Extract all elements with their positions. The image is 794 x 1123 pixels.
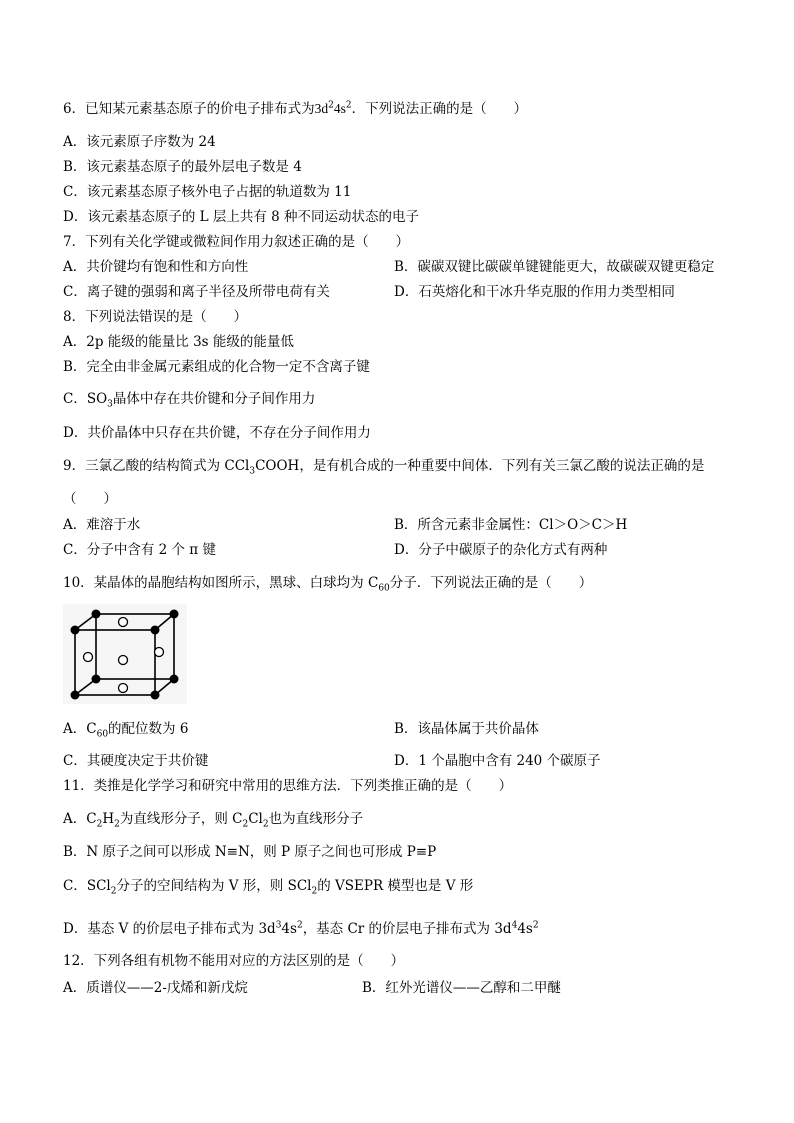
q9-option-b: B．所含元素非金属性：Cl＞O＞C＞H xyxy=(394,517,628,533)
q10-option-b: B．该晶体属于共价晶体 xyxy=(394,721,539,737)
q7-option-a: A．共价键均有饱和性和方向性 xyxy=(63,259,249,275)
q10-stem: 10．某晶体的晶胞结构如图所示，黑球、白球均为 $C_{60}$分子．下列说法正确的是（ ） xyxy=(63,575,593,594)
q6-option-b: B．该元素基态原子的最外层电子数是 4 xyxy=(63,159,302,175)
q7-option-d: D．石英熔化和干冰升华克服的作用力类型相同 xyxy=(394,284,675,300)
q10-option-d: D．1 个晶胞中含有 240 个碳原子 xyxy=(394,753,601,769)
q11-option-a: A．$C_2H_2$为直线形分子，则 $C_2Cl_2$也为直线形分子 xyxy=(63,811,364,830)
q10-option-c: C．其硬度决定于共价键 xyxy=(63,753,209,769)
q8-option-b: B．完全由非金属元素组成的化合物一定不含离子键 xyxy=(63,359,370,375)
q9-stem-cont: （ ） xyxy=(63,491,117,507)
q6-option-a: A．该元素原子序数为 24 xyxy=(63,134,216,150)
q11-stem: 11．类推是化学学习和研究中常用的思维方法．下列类推正确的是（ ） xyxy=(63,778,513,794)
q8-option-c: C．$SO_3$晶体中存在共价键和分子间作用力 xyxy=(63,391,316,410)
q11-option-b: B．N 原子之间可以形成 N≡N，则 P 原子之间也可形成 P≡P xyxy=(63,844,437,860)
q9-stem: 9．三氯乙酸的结构简式为 CCl$_3$COOH，是有机合成的一种重要中间体．下列有关三氯乙酸的说法正确的是 xyxy=(63,458,705,477)
q6-stem: 6．已知某元素基态原子的价电子排布式为$3d^24s^2$．下列说法正确的是（ ） xyxy=(63,100,528,117)
q9-option-d: D．分子中碳原子的杂化方式有两种 xyxy=(394,542,608,558)
q10-option-a: A．$C_{60}$的配位数为 6 xyxy=(63,721,189,740)
unit-cell-figure xyxy=(63,604,187,704)
q9-option-a: A．难溶于水 xyxy=(63,517,141,533)
q12-option-a: A．质谱仪——2-戊烯和新戊烷 xyxy=(63,980,248,996)
q11-option-d: D．基态 V 的价层电子排布式为 $3d^34s^2$，基态 Cr 的价层电子排布式为 $3d^44s^2$ xyxy=(63,920,539,937)
q6-option-d: D．该元素基态原子的 L 层上共有 8 种不同运动状态的电子 xyxy=(63,209,420,225)
q9-option-c: C．分子中含有 2 个 π 键 xyxy=(63,542,216,558)
q7-option-c: C．离子键的强弱和离子半径及所带电荷有关 xyxy=(63,284,330,300)
q6-option-c: C．该元素基态原子核外电子占据的轨道数为 11 xyxy=(63,184,352,200)
q12-option-b: B．红外光谱仪——乙醇和二甲醚 xyxy=(362,980,561,996)
q7-stem: 7．下列有关化学键或微粒间作用力叙述正确的是（ ） xyxy=(63,234,410,250)
q8-option-d: D．共价晶体中只存在共价键，不存在分子间作用力 xyxy=(63,425,371,441)
q12-stem: 12．下列各组有机物不能用对应的方法区别的是（ ） xyxy=(63,953,405,969)
q7-option-b: B．碳碳双键比碳碳单键键能更大，故碳碳双键更稳定 xyxy=(394,259,715,275)
q8-option-a: A．2p 能级的能量比 3s 能级的能量低 xyxy=(63,334,294,350)
q11-option-c: C．SCl$_2$分子的空间结构为 V 形，则 SCl$_2$的 VSEPR 模型也是 V 形 xyxy=(63,878,474,897)
q8-stem: 8．下列说法错误的是（ ） xyxy=(63,309,248,325)
